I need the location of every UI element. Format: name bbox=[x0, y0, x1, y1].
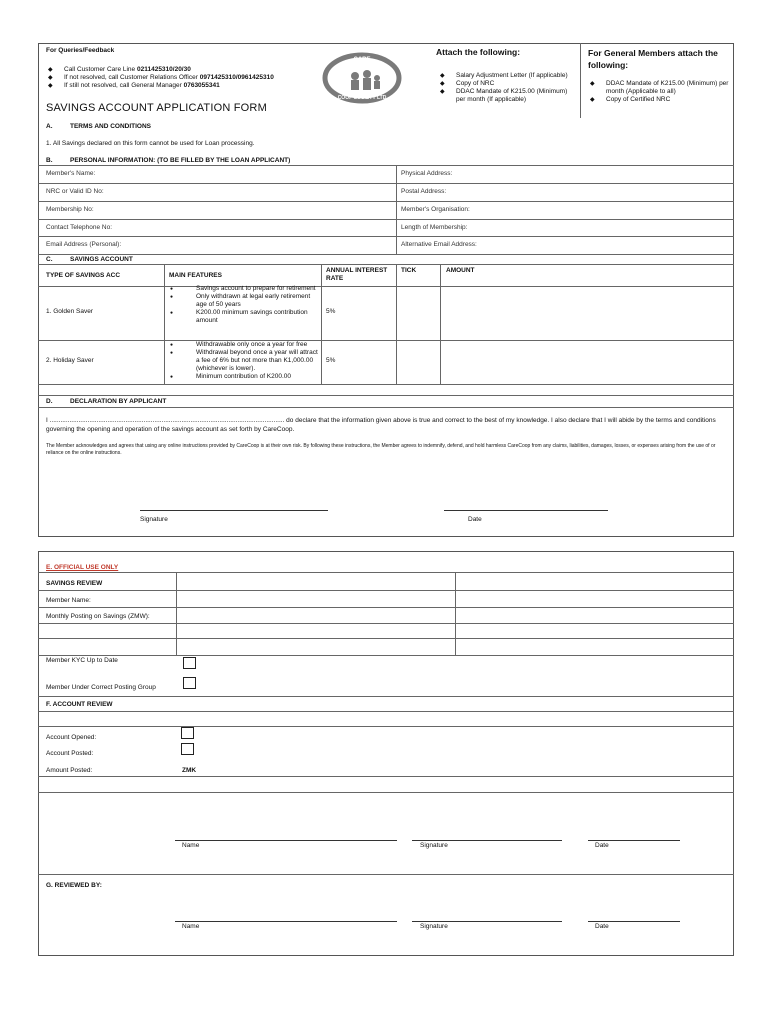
account-posted-label: Account Posted: bbox=[46, 750, 94, 757]
rule bbox=[164, 264, 165, 384]
rule bbox=[38, 254, 734, 255]
account-review-title: F. ACCOUNT REVIEW bbox=[46, 701, 113, 708]
holiday-saver-amount[interactable] bbox=[441, 341, 733, 383]
kyc-label: Member KYC Up to Date bbox=[46, 657, 118, 664]
length-membership-field[interactable]: Length of Membership: bbox=[401, 224, 468, 231]
member-name-label: Member Name: bbox=[46, 597, 91, 604]
review-name-label: Name bbox=[182, 842, 200, 849]
rule bbox=[38, 623, 734, 624]
rule bbox=[321, 264, 322, 384]
correct-posting-checkbox[interactable] bbox=[183, 677, 196, 689]
golden-saver-amount[interactable] bbox=[441, 287, 733, 339]
terms-item: 1. All Savings declared on this form cannot be used for Loan processing. bbox=[46, 140, 255, 147]
col-type-header: TYPE OF SAVINGS ACC bbox=[46, 272, 121, 279]
holiday-saver-features bbox=[170, 341, 318, 381]
rule bbox=[38, 395, 734, 396]
general-item: ◆ DDAC Mandate of K215.00 (Minimum) per month (Applicable to all) bbox=[590, 80, 730, 96]
online-disclaimer: The Member acknowledges and agrees that using any online instructions provided by CareCoop is at their own risk. By following these instructions, the Member agrees to indemnify, defend, and hold harmless CareCoop from any claims, liabilities, damages, losses, or expenses arising from the use of or reliance on the online instructions. bbox=[46, 443, 716, 456]
date-label: Date bbox=[468, 516, 482, 523]
rule bbox=[38, 407, 734, 408]
rule bbox=[38, 590, 734, 591]
member-name-field[interactable]: Member's Name: bbox=[46, 170, 96, 177]
attach-title: Attach the following: bbox=[436, 47, 521, 57]
general-members-title: For General Members attach the following: bbox=[588, 48, 718, 70]
rule bbox=[38, 236, 734, 237]
rule bbox=[38, 384, 734, 385]
contact-list bbox=[48, 66, 348, 90]
reviewer-date-line[interactable] bbox=[588, 921, 680, 922]
official-use-title: E. OFFICIAL USE ONLY bbox=[46, 564, 119, 571]
applicant-signature-line[interactable] bbox=[140, 510, 328, 511]
holiday-saver-rate: 5% bbox=[326, 357, 336, 364]
rule bbox=[38, 655, 734, 656]
golden-saver-features bbox=[170, 285, 318, 325]
telephone-field[interactable]: Contact Telephone No: bbox=[46, 224, 113, 231]
physical-address-field[interactable]: Physical Address: bbox=[401, 170, 453, 177]
col-features-header: MAIN FEATURES bbox=[169, 272, 222, 279]
section-c-title: SAVINGS ACCOUNT bbox=[70, 256, 133, 263]
reviewer-signature-label: Signature bbox=[420, 923, 448, 930]
feature-item: ● Withdrawable only once a year for free bbox=[170, 341, 318, 349]
golden-saver-label: 1. Golden Saver bbox=[46, 308, 93, 315]
nrc-field[interactable]: NRC or Valid ID No: bbox=[46, 188, 104, 195]
golden-saver-rate: 5% bbox=[326, 308, 336, 315]
applicant-date-line[interactable] bbox=[444, 510, 608, 511]
rule bbox=[38, 792, 734, 793]
review-date-line[interactable] bbox=[588, 840, 680, 841]
rule bbox=[396, 165, 397, 254]
reviewer-name-line[interactable] bbox=[175, 921, 397, 922]
account-opened-checkbox[interactable] bbox=[181, 727, 194, 739]
rule bbox=[38, 219, 734, 220]
attach-list bbox=[440, 72, 574, 104]
attach-item: ◆ DDAC Mandate of K215.00 (Minimum) per month (If applicable) bbox=[440, 88, 574, 104]
currency-label: ZMK bbox=[182, 767, 197, 774]
postal-address-field[interactable]: Postal Address: bbox=[401, 188, 447, 195]
contact-line: ◆ If not resolved, call Customer Relations Officer 0971425310/0961425310 bbox=[48, 74, 348, 82]
declaration-text: I .................................................................................................................................. do declare that the information given above is true and correct to the best of my knowledge. I also declare that I will abide by the terms and conditions governing the opening and operation of the savings account as set forth by CareCoop. bbox=[46, 417, 716, 433]
carecoop-logo-icon bbox=[322, 52, 402, 104]
section-d-title: DECLARATION BY APPLICANT bbox=[70, 398, 167, 405]
holiday-saver-label: 2. Holiday Saver bbox=[46, 357, 94, 364]
rule bbox=[38, 776, 734, 777]
rule bbox=[38, 264, 734, 265]
review-signature-label: Signature bbox=[420, 842, 448, 849]
attach-item: ◆ Salary Adjustment Letter (If applicable) bbox=[440, 72, 574, 80]
rule bbox=[38, 165, 734, 166]
review-date-label: Date bbox=[595, 842, 609, 849]
section-a-letter: A. bbox=[46, 123, 53, 130]
svg-text:COOP SOCIETY LTD: COOP SOCIETY LTD bbox=[337, 95, 387, 101]
correct-posting-label: Member Under Correct Posting Group bbox=[46, 684, 156, 691]
rule bbox=[38, 183, 734, 184]
review-signature-line[interactable] bbox=[412, 840, 562, 841]
review-name-line[interactable] bbox=[175, 840, 397, 841]
signature-label: Signature bbox=[140, 516, 168, 523]
page-2-frame bbox=[38, 551, 734, 956]
kyc-checkbox[interactable] bbox=[183, 657, 196, 669]
rule bbox=[38, 874, 734, 875]
rule bbox=[455, 572, 456, 655]
form-title: SAVINGS ACCOUNT APPLICATION FORM bbox=[46, 102, 267, 114]
golden-saver-tick[interactable] bbox=[397, 287, 439, 339]
rule bbox=[38, 607, 734, 608]
general-item: ◆ Copy of Certified NRC bbox=[590, 96, 730, 104]
feature-item: ● Minimum contribution of K200.00 bbox=[170, 373, 318, 381]
feature-item: ● Savings account to prepare for retirement bbox=[170, 285, 318, 293]
general-members-list bbox=[590, 80, 730, 104]
rule bbox=[38, 638, 734, 639]
reviewer-name-label: Name bbox=[182, 923, 200, 930]
header-divider bbox=[580, 43, 581, 118]
rule bbox=[38, 711, 734, 712]
membership-no-field[interactable]: Membership No: bbox=[46, 206, 94, 213]
alt-email-field[interactable]: Alternative Email Address: bbox=[401, 241, 477, 248]
reviewed-by-title: G. REVIEWED BY: bbox=[46, 882, 102, 889]
contact-line: ◆ If still not resolved, call General Manager 0763055341 bbox=[48, 82, 348, 90]
col-rate-header: ANNUAL INTEREST RATE bbox=[326, 267, 388, 282]
feature-item: ● Withdrawal beyond once a year will attract a fee of 6% but not more than K1,000.00 (whichever is lower). bbox=[170, 349, 318, 373]
rule bbox=[38, 201, 734, 202]
queries-label: For Queries/Feedback bbox=[46, 47, 115, 54]
attach-item: ◆ Copy of NRC bbox=[440, 80, 574, 88]
col-amount-header: AMOUNT bbox=[446, 267, 475, 274]
rule bbox=[176, 572, 177, 655]
monthly-posting-label: Monthly Posting on Savings (ZMW): bbox=[46, 613, 150, 620]
savings-review-label: SAVINGS REVIEW bbox=[46, 580, 103, 587]
organisation-field[interactable]: Member's Organisation: bbox=[401, 206, 470, 213]
carecoop-logo bbox=[322, 52, 402, 104]
amount-posted-label: Amount Posted: bbox=[46, 767, 93, 774]
reviewer-signature-line[interactable] bbox=[412, 921, 562, 922]
rule bbox=[38, 572, 734, 573]
feature-item: ● K200.00 minimum savings contribution amount bbox=[170, 309, 318, 325]
account-posted-checkbox[interactable] bbox=[181, 743, 194, 755]
col-tick-header: TICK bbox=[401, 267, 417, 274]
section-a-title: TERMS AND CONDITIONS bbox=[70, 123, 152, 130]
svg-text:CARE: CARE bbox=[353, 57, 371, 63]
rule bbox=[38, 696, 734, 697]
section-b-letter: B. bbox=[46, 157, 53, 164]
reviewer-date-label: Date bbox=[595, 923, 609, 930]
contact-line: ◆ Call Customer Care Line 0211425310/20/30 bbox=[48, 66, 348, 74]
email-field[interactable]: Email Address (Personal): bbox=[46, 241, 122, 248]
section-d-letter: D. bbox=[46, 398, 53, 405]
section-c-letter: C. bbox=[46, 256, 53, 263]
section-b-title: PERSONAL INFORMATION: (TO BE FILLED BY THE LOAN APPLICANT) bbox=[70, 157, 291, 164]
holiday-saver-tick[interactable] bbox=[397, 341, 439, 383]
rule bbox=[38, 726, 734, 727]
feature-item: ● Only withdrawn at legal early retirement age of 50 years bbox=[170, 293, 318, 309]
account-opened-label: Account Opened: bbox=[46, 734, 97, 741]
